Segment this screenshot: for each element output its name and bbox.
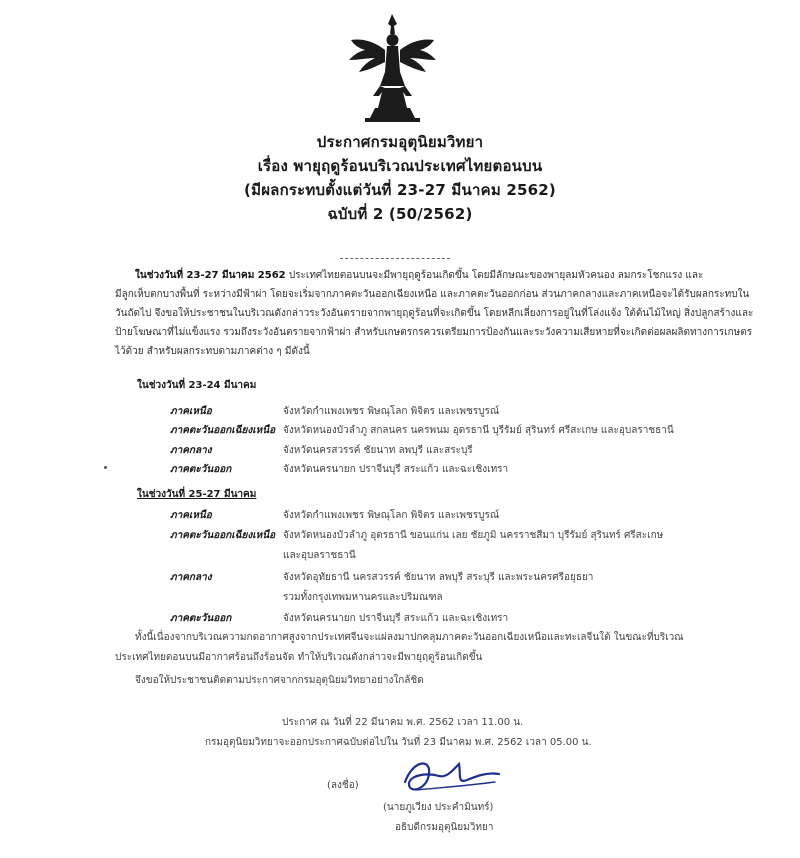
closing-line-3: จึงขอให้ประชาชนติดตามประกาศจากกรมอุตุนิยมวิทยาอย่างใกล้ชิด: [135, 675, 424, 686]
period1-row: [0, 443, 800, 463]
period1-row: [0, 462, 800, 482]
body-line-4: ป้ายโฆษณาที่ไม่แข็งแรง รวมถึงระวังอันตรายจากฟ้าผ่า สำหรับเกษตรกรควรเตรียมการป้องกันและระวังความเสียหายที่จะเกิดต่อผลผลิตทางการเกษตร: [115, 327, 753, 338]
bullet-mark: [104, 466, 107, 469]
closing-line-1: ทั้งนี้เนื่องจากบริเวณความกดอากาศสูงจากประเทศจีนจะแผ่ลงมาปกคลุมภาคตะวันออกเฉียงเหนือและทะเลจีนใต้ ในขณะที่บริเวณ: [135, 632, 684, 643]
period2-row: [0, 611, 800, 631]
province-list: จังหวัดนครสวรรค์ ชัยนาท ลพบุรี และสระบุรี: [283, 445, 473, 456]
region-label: ภาคกลาง: [170, 445, 212, 456]
period1-row: [0, 404, 800, 424]
next-issue-notice: กรมอุตุนิยมวิทยาจะออกประกาศฉบับต่อไปใน วันที่ 23 มีนาคม พ.ศ. 2562 เวลา 05.00 น.: [205, 737, 592, 748]
province-list: จังหวัดนครนายก ปราจีนบุรี สระแก้ว และฉะเชิงเทรา: [283, 613, 509, 624]
signed-label: (ลงชื่อ): [327, 780, 359, 791]
region-label: ภาคตะวันออก: [170, 464, 232, 475]
region-label: ภาคตะวันออกเฉียงเหนือ: [170, 425, 276, 436]
region-label: ภาคเหนือ: [170, 406, 212, 417]
province-list-continued: รวมทั้งกรุงเทพมหานครและปริมณฑล: [283, 592, 443, 603]
garuda-emblem-icon: [345, 12, 440, 124]
period2-row: [0, 508, 800, 528]
announcement-title: ประกาศกรมอุตุนิยมวิทยา: [316, 133, 484, 151]
body-lead: ในช่วงวันที่ 23-27 มีนาคม 2562: [135, 270, 286, 281]
issue-number: ฉบับที่ 2 (50/2562): [327, 205, 473, 223]
signer-name: (นายภูเวียง ประคำมินทร์): [383, 802, 494, 813]
province-list-continued: และอุบลราชธานี: [283, 550, 356, 561]
period2-row: [0, 528, 800, 548]
period2-heading: ในช่วงวันที่ 25-27 มีนาคม: [137, 489, 257, 500]
announced-date: ประกาศ ณ วันที่ 22 มีนาคม พ.ศ. 2562 เวลา 11.00 น.: [282, 717, 524, 728]
period2-row: [0, 570, 800, 590]
region-label: ภาคตะวันออก: [170, 613, 232, 624]
title-block: [0, 130, 800, 226]
body-line-1: ในช่วงวันที่ 23-27 มีนาคม 2562 ประเทศไทยตอนบนจะมีพายุฤดูร้อนเกิดขึ้น โดยมีลักษณะของพายุลมหัวคนอง ลมกระโชกแรง และ: [135, 270, 704, 281]
title-divider: [340, 258, 450, 259]
province-list: จังหวัดอุทัยธานี นครสวรรค์ ชัยนาท ลพบุรี สระบุรี และพระนครศรีอยุธยา: [283, 572, 594, 583]
region-label: ภาคกลาง: [170, 572, 212, 583]
signature-icon: [395, 752, 505, 802]
province-list: จังหวัดกำแพงเพชร พิษณุโลก พิจิตร และเพชรบูรณ์: [283, 406, 500, 417]
body-paragraph: [115, 266, 754, 361]
signer-title: อธิบดีกรมอุตุนิยมวิทยา: [395, 822, 494, 833]
province-list: จังหวัดนครนายก ปราจีนบุรี สระแก้ว และฉะเชิงเทรา: [283, 464, 509, 475]
region-label: ภาคตะวันออกเฉียงเหนือ: [170, 530, 276, 541]
province-list: จังหวัดกำแพงเพชร พิษณุโลก พิจิตร และเพชรบูรณ์: [283, 510, 500, 521]
province-list: จังหวัดหนองบัวลำภู สกลนคร นครพนม อุดรธานี บุรีรัมย์ สุรินทร์ ศรีสะเกษ และอุบลราชธานี: [283, 425, 674, 436]
province-list: จังหวัดหนองบัวลำภู อุดรธานี ขอนแก่น เลย ชัยภูมิ นครราชสีมา บุรีรัมย์ สุรินทร์ ศรีสะเกษ: [283, 530, 664, 541]
closing-line-2: ประเทศไทยตอนบนมีอากาศร้อนถึงร้อนจัด ทำให้บริเวณดังกล่าวจะมีพายุฤดูร้อนเกิดขึ้น: [115, 652, 483, 663]
period1-heading: ในช่วงวันที่ 23-24 มีนาคม: [137, 380, 257, 391]
announcement-subject: เรื่อง พายุฤดูร้อนบริเวณประเทศไทยตอนบน: [257, 157, 543, 175]
body-line-5: ไว้ด้วย สำหรับผลกระทบตามภาคต่าง ๆ มีดังนี้: [115, 346, 310, 357]
effective-dates: (มีผลกระทบตั้งแต่วันที่ 23-27 มีนาคม 2562): [244, 181, 556, 199]
body-line-2: มีลูกเห็บตกบางพื้นที่ ระหว่างมีฟ้าผ่า โดยจะเริ่มจากภาคตะวันออกเฉียงเหนือ และภาคตะวันออกก่อน ส่วนภาคกลางและภาคเหนือจะได้รับผลกระทบใน: [115, 289, 750, 300]
body-line-3: วันถัดไป จึงขอให้ประชาชนในบริเวณดังกล่าวระวังอันตรายจากพายุฤดูร้อนที่จะเกิดขึ้น โดยหลีกเลี่ยงการอยู่ในที่โล่งแจ้ง ใต้ต้นไม้ใหญ่ สิ่งปลูกสร้างและ: [115, 308, 754, 319]
region-label: ภาคเหนือ: [170, 510, 212, 521]
period1-row: [0, 423, 800, 443]
